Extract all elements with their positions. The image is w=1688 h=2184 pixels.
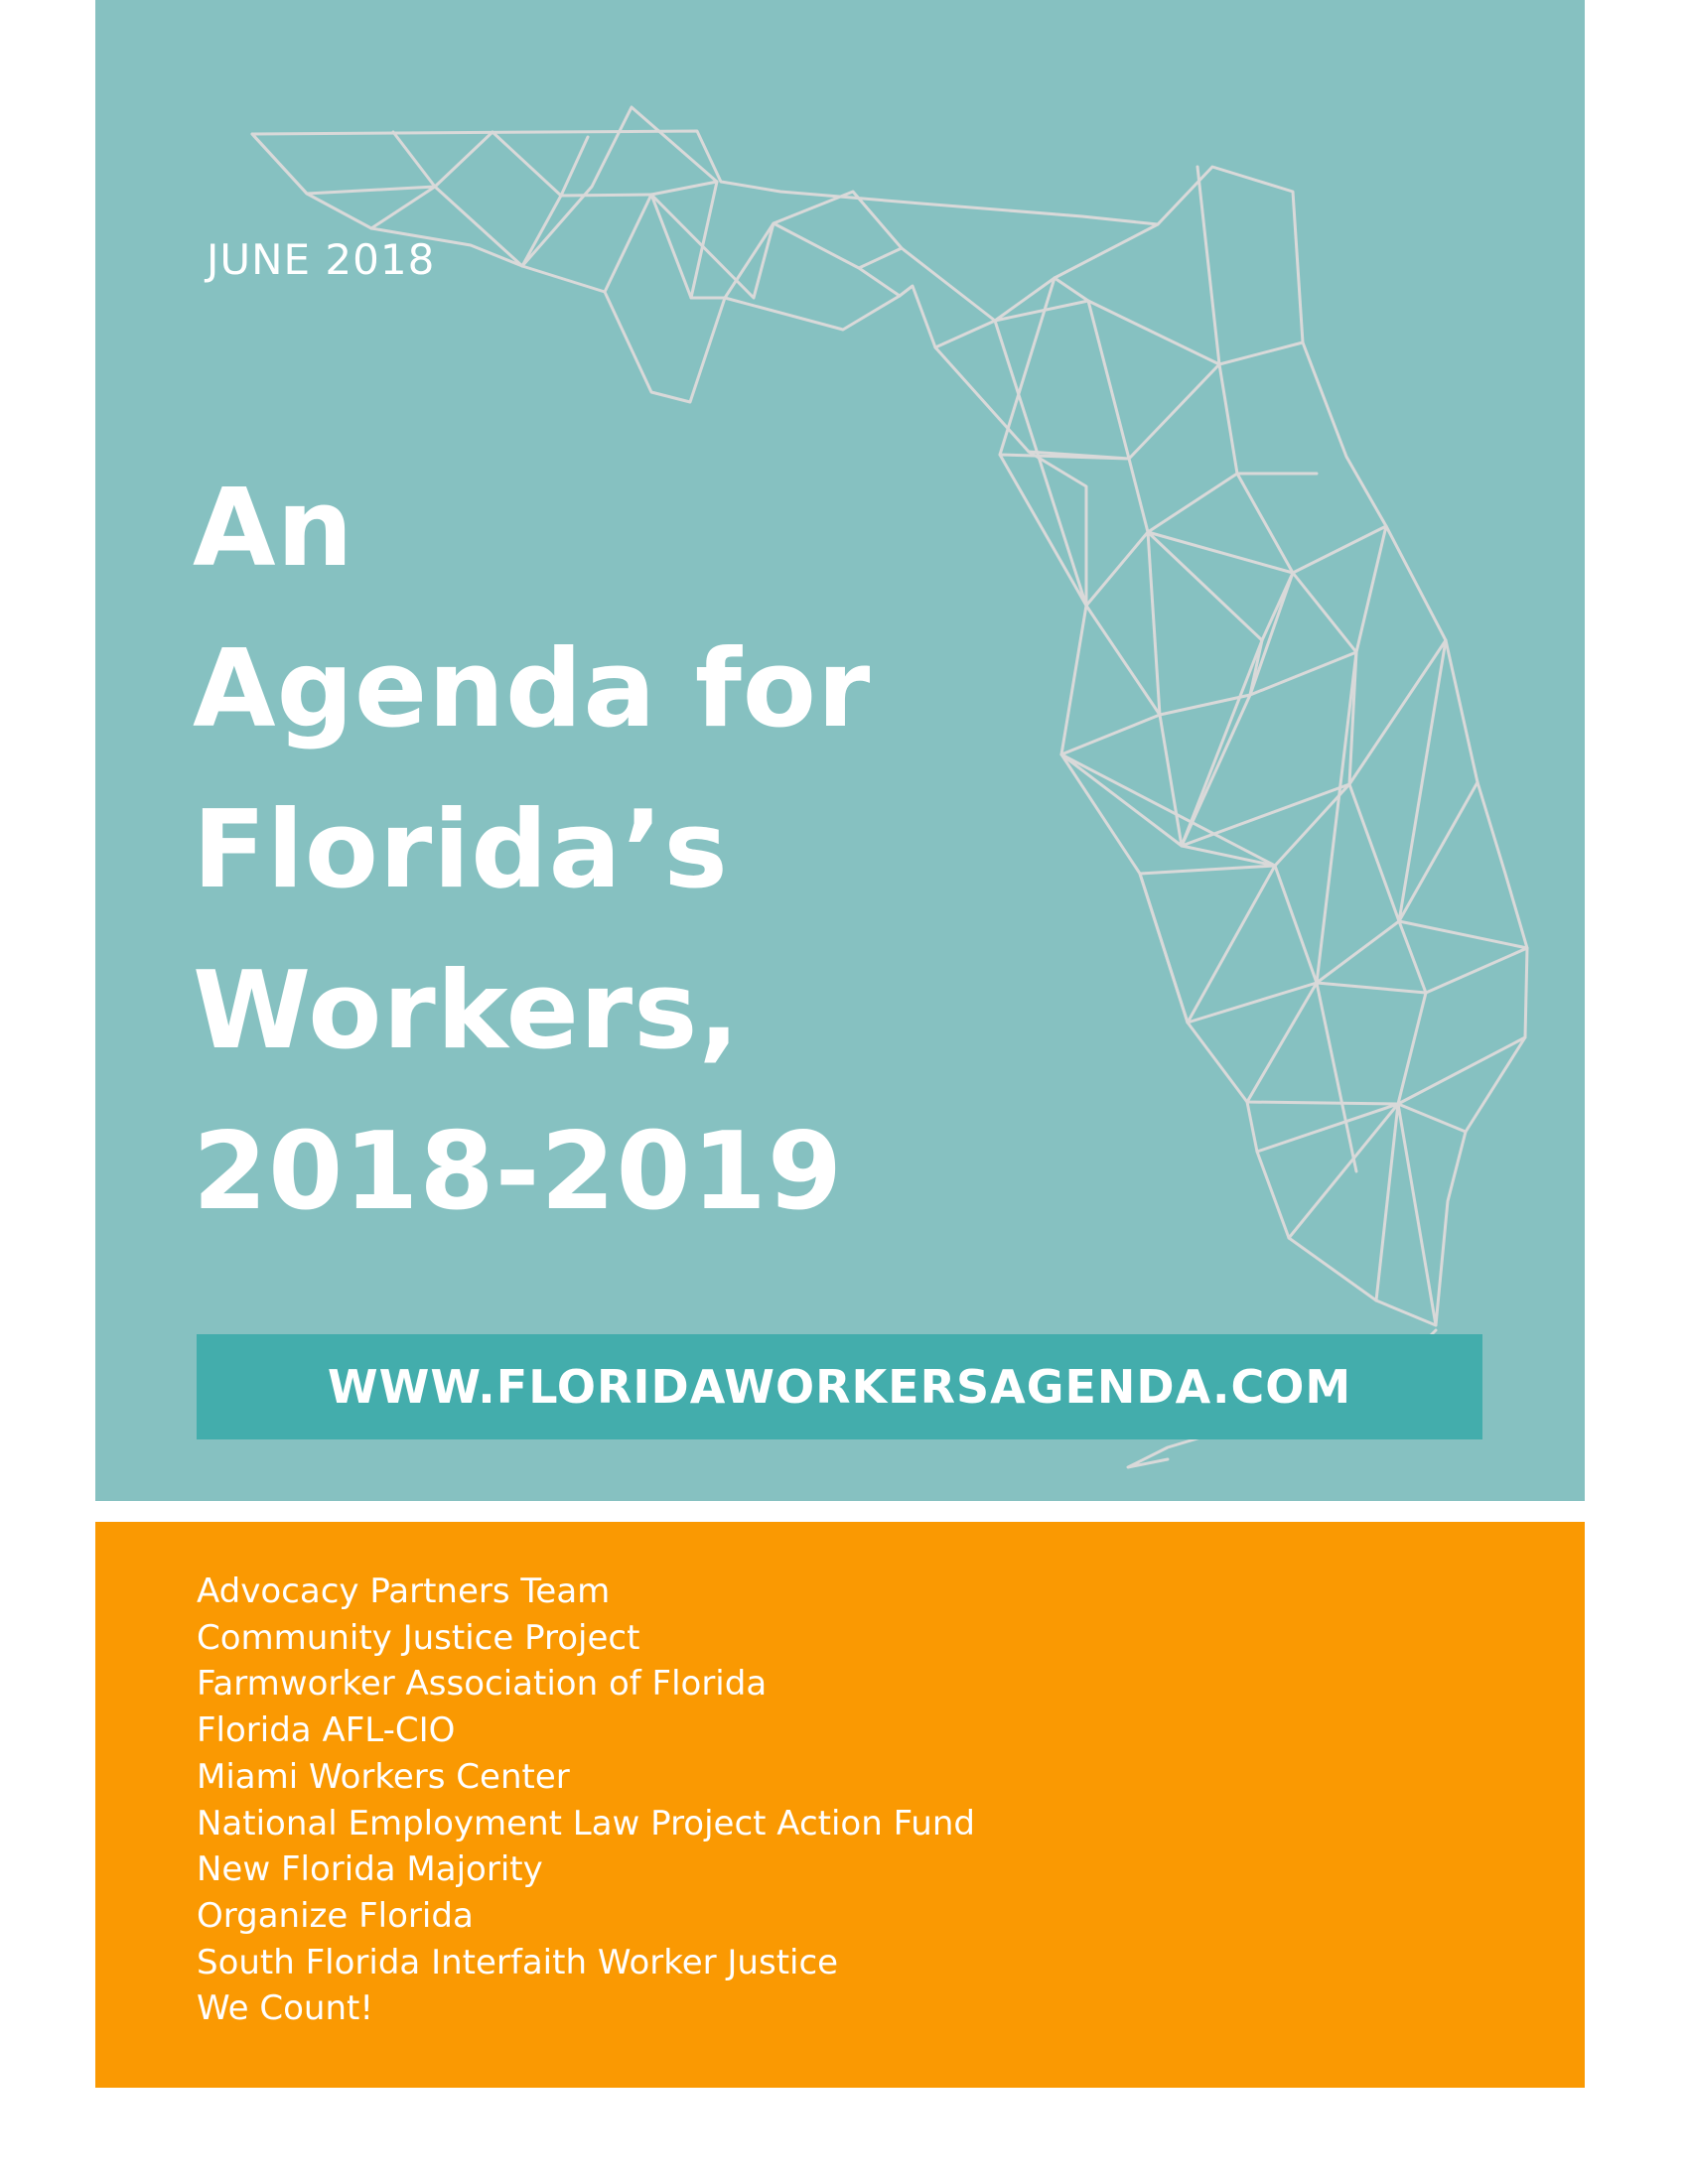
partners-list [197, 1569, 975, 2032]
list-item: South Florida Interfaith Worker Justice [197, 1942, 839, 1982]
publication-date: JUNE 2018 [207, 235, 436, 284]
list-item: New Florida Majority [197, 1849, 543, 1890]
list-item: Advocacy Partners Team [197, 1571, 611, 1611]
list-item: National Employment Law Project Action Fund [197, 1803, 975, 1843]
title-line: An [193, 467, 354, 591]
website-link[interactable]: WWW.FLORIDAWORKERSAGENDA.COM [197, 1334, 1482, 1439]
list-item: We Count! [197, 1988, 373, 2029]
list-item: Miami Workers Center [197, 1756, 570, 1797]
list-item: Organize Florida [197, 1895, 474, 1936]
page-title [193, 449, 871, 1253]
cover-section [95, 0, 1585, 1501]
title-line: 2018-2019 [193, 1110, 843, 1234]
title-line: Agenda for [193, 627, 872, 751]
list-item: Florida AFL-CIO [197, 1710, 456, 1751]
partners-section [95, 1522, 1585, 2088]
list-item: Farmworker Association of Florida [197, 1664, 768, 1705]
list-item: Community Justice Project [197, 1617, 640, 1658]
title-line: Florida’s [193, 788, 729, 912]
title-line: Workers, [193, 949, 741, 1073]
